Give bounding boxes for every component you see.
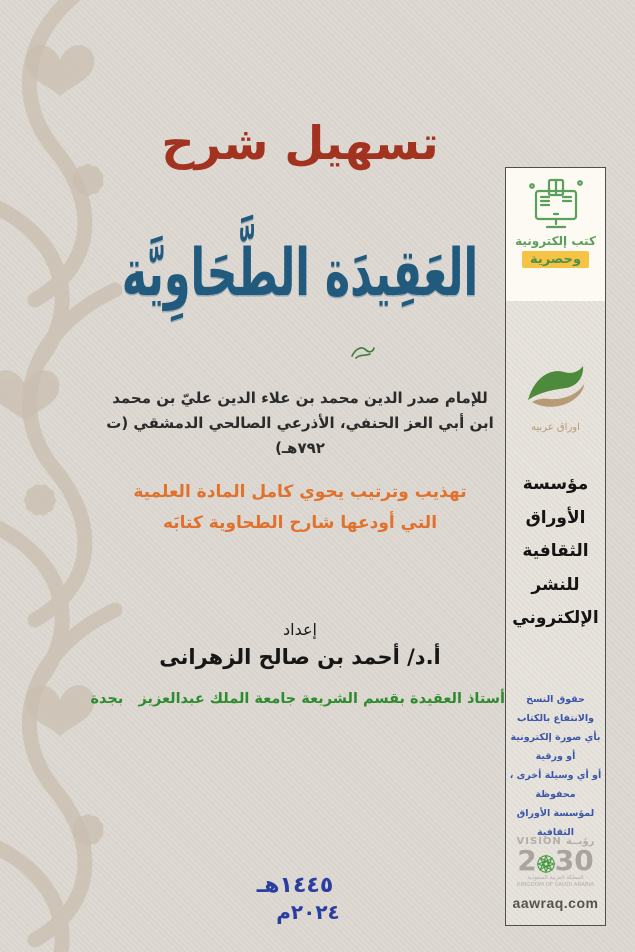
foundation-line: مؤسسة: [522, 474, 589, 494]
subtitle-line-2: التي أودعها شارح الطحاوية كتابَه: [162, 513, 438, 533]
copyright-line: حقوق النسخ والانتفاع بالكتاب: [516, 694, 595, 724]
publisher-sidebar: [505, 167, 606, 926]
preparer-title: أستاذ العقيدة بقسم الشريعة جامعة الملك عبدالعزيز بجدة: [90, 691, 505, 707]
monitor-book-icon: [506, 176, 605, 236]
publication-date: [205, 872, 385, 926]
author-line-1: للإمام صدر الدين محمد بن علاء الدين عليّ بن محمد: [112, 389, 488, 407]
calligrapher-signature-mark-icon: [350, 344, 376, 360]
foundation-line: الإلكتروني: [512, 608, 599, 628]
ebook-badge-line1: كتب إلكترونية: [515, 234, 596, 248]
vision-year-2: 2: [517, 844, 537, 877]
prepared-by-label: إعداد: [283, 620, 317, 639]
vision-2030-logo: [506, 836, 605, 889]
preparer-name: أ.د/ أحمد بن صالح الزهرانى: [159, 645, 441, 669]
vision-year-30: 30: [554, 844, 594, 877]
saudi-vision-2030-emblem-icon: [536, 851, 556, 871]
awraq-arabia-logo: [506, 364, 605, 433]
vision-kingdom-en: KINGDOM OF SAUDI ARABIA: [516, 882, 595, 888]
year-hijri: ١٤٤٥هـ: [256, 873, 334, 898]
foundation-name: [506, 468, 605, 636]
awraq-arabia-leaf-logo: [520, 364, 592, 416]
copyright-notice: [506, 690, 605, 842]
author-attribution: [95, 386, 505, 461]
ebook-badge-line2: وحصرية: [522, 251, 589, 268]
main-title-calligraphy: العَقِيدَة الطَّحَاوِيَّة: [121, 234, 479, 311]
ebook-badge-card: [506, 168, 605, 301]
copyright-line: لمؤسسة الأوراق الثقافية: [516, 808, 595, 838]
foundation-line: الأوراق: [525, 507, 586, 528]
publisher-website: aawraq.com: [512, 895, 599, 911]
copyright-line: أو أي وسيلة أخرى ، محفوظة: [509, 770, 602, 800]
vision-ar: رؤيــة: [565, 836, 595, 847]
vision-kingdom-ar: المملكة العربية السعودية: [527, 875, 584, 881]
subtitle-line-1: تهذيب وترتيب يحوي كامل المادة العلمية: [133, 482, 467, 502]
foundation-line: للنشر: [531, 574, 580, 595]
awraq-logo-caption: اوراق عربيه: [531, 422, 580, 433]
cover-main-content: [90, 0, 505, 952]
vision-en: VISION: [516, 836, 562, 847]
foundation-line: الثقافية: [522, 541, 589, 561]
vision-year: [506, 844, 605, 877]
subtitle: [95, 477, 505, 539]
year-gregorian: ٢٠٢٤م: [276, 900, 340, 924]
author-line-2: ابن أبي العز الحنفي، الأذرعي الصالحي الدمشقي (ت ٧٩٢هـ): [106, 414, 494, 457]
pretitle: تسهيل شرح: [161, 116, 439, 170]
copyright-line: بأي صورة إلكترونية أو ورقية: [510, 732, 601, 762]
